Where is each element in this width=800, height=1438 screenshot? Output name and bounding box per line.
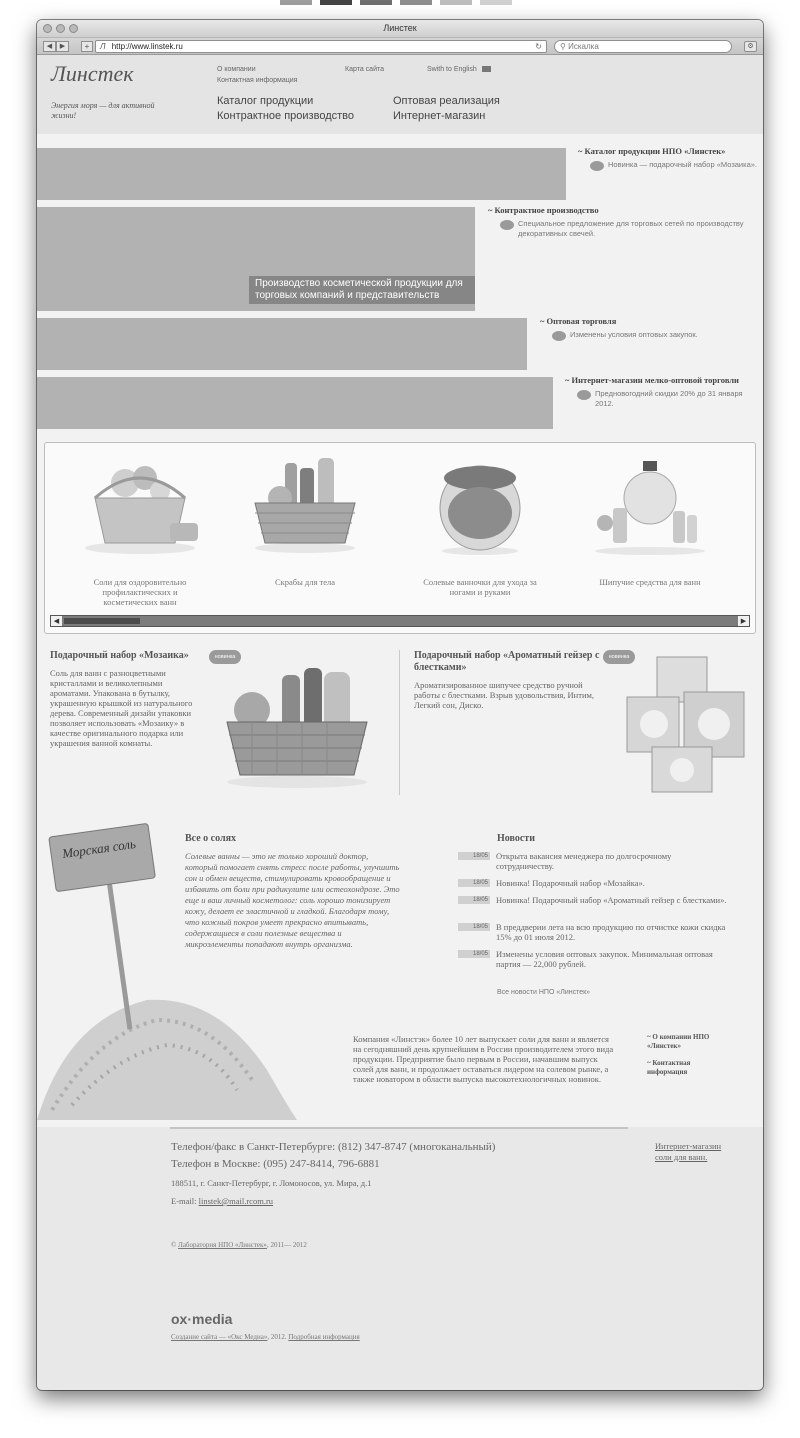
banner-item (552, 330, 740, 341)
browser-window (37, 20, 763, 1390)
copyright (171, 1241, 307, 1249)
oxmedia-logo[interactable]: ox·media (171, 1311, 233, 1327)
carousel-scrollbar[interactable] (50, 615, 750, 627)
scroll-thumb[interactable] (64, 618, 140, 624)
geyser-boxes-image[interactable] (622, 652, 752, 797)
salt-jar-image (415, 453, 545, 558)
banner-text: Предновогодний скидки 20% до 31 января 2012. (595, 389, 743, 408)
nav-buttons (43, 41, 69, 52)
english-label: Swith to English (427, 66, 477, 73)
banner-item (577, 389, 755, 409)
banner-title: ~ Оптовая торговля (540, 316, 617, 326)
carousel-item[interactable] (570, 453, 730, 587)
banner-title: ~ Каталог продукции НПО «Линстек» (578, 146, 726, 156)
cloud-icon (577, 390, 591, 400)
carousel-item[interactable] (400, 453, 560, 597)
add-bookmark-button[interactable]: + (81, 41, 93, 52)
search-placeholder: Искалка (568, 42, 599, 51)
banner-contract[interactable] (37, 207, 475, 311)
window-title: Линстек (383, 23, 417, 33)
slogan: Энергия моря — для активной жизни! (51, 101, 155, 120)
banner-text: Новинка — подарочный набор «Мозаика». (608, 160, 757, 169)
settings-icon[interactable]: ⚙ (744, 41, 757, 52)
news-text: Новинка! Подарочный набор «Мозайка». (496, 878, 645, 888)
more-info-link[interactable]: Подробная информация (288, 1333, 360, 1341)
basket-image (75, 453, 205, 558)
url-bar[interactable] (95, 40, 547, 53)
banner-title: ~ Контрактное производство (488, 205, 599, 215)
favicon-icon: Л (100, 42, 106, 51)
news-item[interactable] (458, 922, 728, 942)
menu-shop[interactable]: Интернет-магазин (393, 110, 486, 122)
contacts-link-label: Контактная информация (647, 1059, 691, 1076)
url-text: http://www.linstek.ru (111, 42, 183, 51)
banner-overlay-text: Производство косметической продукции для торговых компаний и представительств (249, 276, 475, 304)
site-logo[interactable]: Линстек (51, 61, 134, 86)
developer-year: , 2012. (267, 1333, 287, 1341)
forward-button[interactable]: ▶ (56, 41, 69, 52)
salt-sign-text: Морская соль (61, 835, 137, 862)
product-description: Соль для ванн с разноцветными кристаллами и великолепными ароматами. Упакована в бутылку, украшенную крышкой из натурального дерева. Современный дизайн упаковки позволяет использовать «Мозаику» в качестве оригинального подарка или украшения ванной комнаты. (50, 668, 193, 748)
swatch (400, 0, 432, 5)
salts-text: Солевые ванны — это не только хороший доктор, который помогает снять стресс после работы, улучшить сон и обмен веществ, стимулировать кровообращение и избавить от боли при радикулите или остеохондрозе. Это еще и ваш личный косметолог: соль хорошо тонизирует кожу, делает ее эластичной и гладкой. Благодаря тому, что кожный покров умеет прекрасно впитывать, содержащиеся в соли полезные вещества и микроэлементы попадают внутрь организма. (185, 851, 400, 949)
news-item[interactable] (458, 949, 728, 969)
banner-side-shop[interactable] (565, 375, 755, 409)
search-input[interactable] (554, 40, 732, 53)
news-text: Открыта вакансия менеджера по долгосрочному сотрудничеству. (496, 851, 672, 871)
search-icon: ⚲ (560, 42, 566, 51)
news-date: 18/05 (458, 923, 490, 931)
banner-item (590, 160, 758, 171)
swatch (360, 0, 392, 5)
developer-link[interactable]: Создание сайта — «Окс Медиа» (171, 1333, 268, 1341)
news-item[interactable] (458, 878, 728, 888)
carousel-item[interactable] (60, 453, 220, 607)
phone-spb: Телефон/факс в Санкт-Петербурге: (812) 347-8747 (многоканальный) (171, 1141, 496, 1153)
new-badge: новинка (209, 650, 241, 664)
carousel-caption: Шипучие средства для ванн (599, 577, 701, 587)
banner-item (500, 219, 758, 239)
browser-toolbar (37, 38, 763, 55)
uk-flag-icon (482, 66, 491, 72)
product-divider (399, 650, 400, 795)
product-title[interactable]: Подарочный набор «Мозаика» (50, 650, 189, 661)
carousel-caption: Скрабы для тела (274, 577, 336, 587)
news-date: 18/05 (458, 950, 490, 958)
phone-msk: Телефон в Москве: (095) 247-8414, 796-6881 (171, 1158, 380, 1170)
email-label: E-mail: (171, 1196, 197, 1206)
about-text: Компания «Линстэк» более 10 лет выпускает соли для ванн и является на сегодняшний день крупнейшим в России производителем этого вида продукции. Предприятие было первым в России, начавшим выпуск солей для ванн, и продолжает оставаться лидером на солевом рынке, а также новатором в области выпуска высокотехнологичных новинок. (353, 1034, 614, 1084)
top-link-contacts[interactable]: Контактная информация (217, 77, 298, 84)
salts-title[interactable]: Все о солях (185, 833, 236, 844)
banner-text: Специальное предложение для торговых сетей по производству декоративных свечей. (518, 219, 744, 238)
product-title[interactable]: Подарочный набор «Ароматный гейзер с блестками» (414, 650, 600, 673)
news-text: В преддверии лета на всю продукцию по отчистке кожи скидка 15% до 01 июля 2012. (496, 922, 726, 942)
scroll-left-button[interactable]: ◀ (51, 616, 62, 626)
news-date: 18/05 (458, 896, 490, 904)
banner-side-contract[interactable] (488, 205, 758, 239)
news-title[interactable]: Новости (497, 833, 535, 844)
top-link-sitemap[interactable]: Карта сайта (345, 66, 384, 73)
carousel-item[interactable] (225, 453, 385, 587)
menu-catalog[interactable]: Каталог продукции (217, 95, 314, 107)
news-item[interactable] (458, 851, 728, 871)
about-link-label: О компании НПО «Линстек» (647, 1033, 710, 1050)
product-mosaic (50, 650, 205, 748)
banner-title: ~ Интернет-магазин мелко-оптовой торговли (565, 375, 739, 385)
shop-link[interactable]: Интернет-магазин соли для ванн. (655, 1141, 722, 1162)
banner-side-wholesale[interactable] (540, 316, 740, 341)
title-bar (37, 20, 763, 38)
color-swatches (280, 0, 512, 5)
new-badge: новинка (603, 650, 635, 664)
product-geyser (414, 650, 604, 710)
scroll-right-button[interactable]: ▶ (738, 616, 749, 626)
cloud-icon (500, 220, 514, 230)
reload-icon[interactable]: ↻ (535, 42, 542, 51)
footer-divider (170, 1127, 628, 1129)
site-footer (37, 1127, 763, 1390)
mosaic-basket-image[interactable] (212, 660, 382, 790)
contacts-link[interactable]: ~ Контактная информация (647, 1059, 691, 1076)
carousel-caption: Солевые ванночки для ухода за ногами и руками (423, 577, 537, 597)
swatch (440, 0, 472, 5)
swatch (320, 0, 352, 5)
fizz-set-image (585, 453, 715, 558)
menu-contract[interactable]: Контрактное производство (217, 110, 354, 122)
banner-catalog[interactable] (37, 148, 566, 200)
scrub-basket-image (240, 453, 370, 558)
top-link-about[interactable]: О компании (217, 66, 256, 73)
cloud-icon (590, 161, 604, 171)
copyright-sign: © (171, 1241, 177, 1249)
address: 188511, г. Санкт-Петербург, г. Ломоносов, ул. Мира, д.1 (171, 1178, 372, 1188)
copyright-link[interactable]: Лаборатория НПО «Линстек» (178, 1241, 267, 1249)
email-link[interactable]: linstek@mail.rcom.ru (198, 1196, 274, 1206)
product-description: Ароматизированное шипучее средство ручной работы с блестками. Взрыв удовольствия, Интим, Легкий сон, Диско. (414, 680, 595, 710)
back-button[interactable]: ◀ (43, 41, 56, 52)
all-news-link[interactable]: Все новости НПО «Линстек» (497, 989, 591, 996)
about-link[interactable]: ~ О компании НПО «Линстек» (647, 1033, 710, 1050)
banner-text: Изменены условия оптовых закупок. (570, 330, 698, 339)
banner-wholesale[interactable] (37, 318, 527, 370)
carousel-caption: Соли для оздоровительно профилактических и косметических ванн (93, 577, 187, 607)
banner-shop[interactable] (37, 377, 553, 429)
developer-credit (171, 1333, 360, 1341)
news-text: Изменены условия оптовых закупок. Минимальная оптовая партия — 22,000 рублей. (496, 949, 713, 969)
cloud-icon (552, 331, 566, 341)
copyright-years: , 2011— 2012 (266, 1241, 307, 1249)
menu-wholesale[interactable]: Оптовая реализация (393, 95, 500, 107)
news-date: 18/05 (458, 879, 490, 887)
news-date: 18/05 (458, 852, 490, 860)
site-header (37, 55, 763, 134)
news-text: Новинка! Подарочный набор «Ароматный гейзер с блестками». (496, 895, 727, 905)
top-link-english[interactable] (427, 66, 491, 73)
banner-side-catalog[interactable] (578, 146, 758, 171)
swatch (280, 0, 312, 5)
swatch (480, 0, 512, 5)
email-line (171, 1196, 273, 1206)
product-carousel (44, 442, 756, 634)
news-item[interactable] (458, 895, 728, 905)
